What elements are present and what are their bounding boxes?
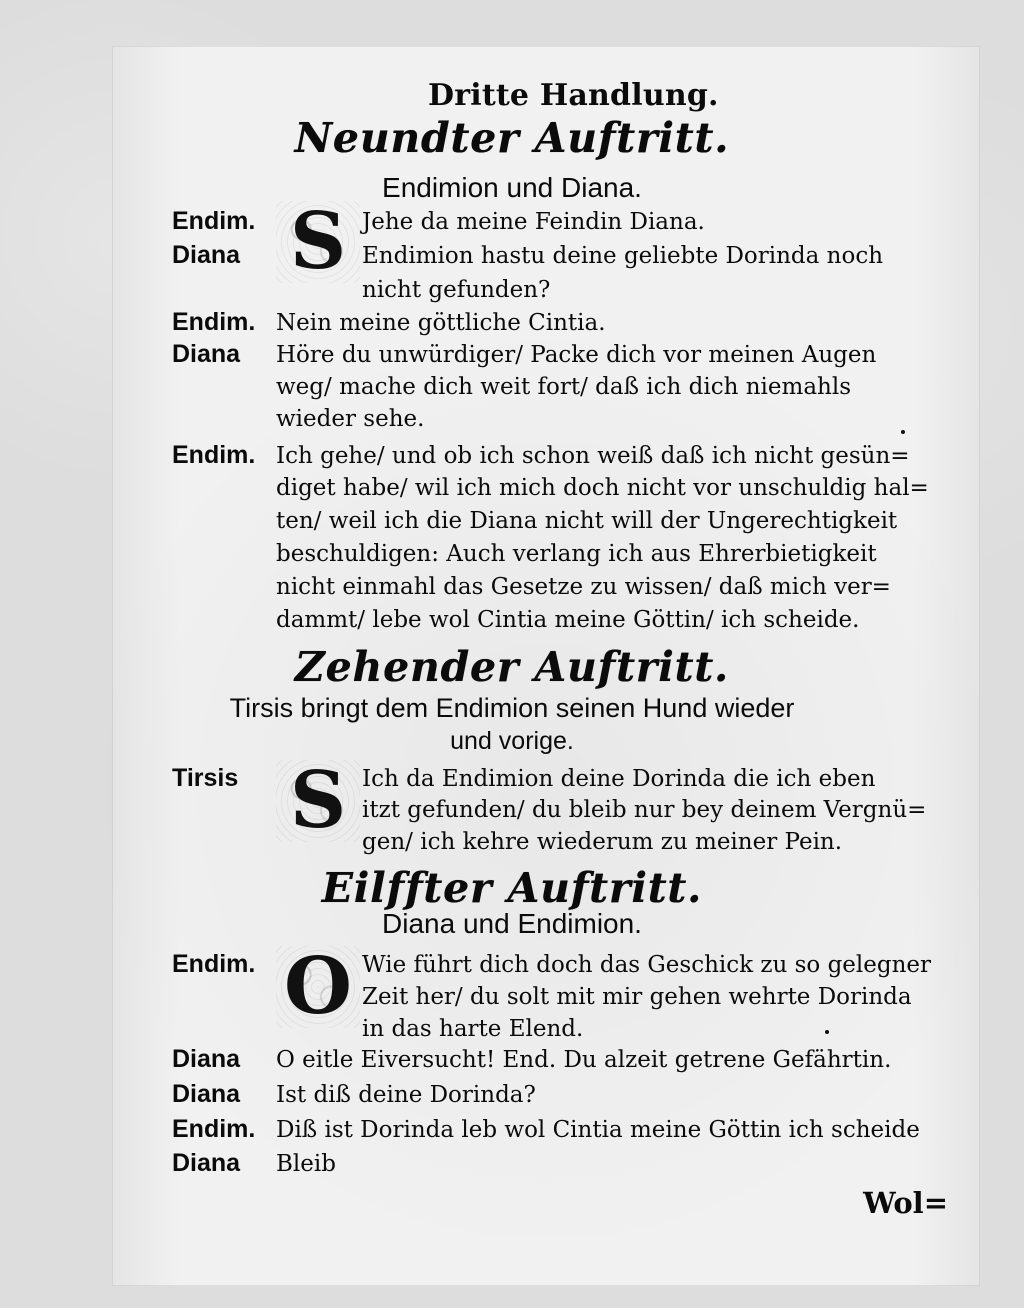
scene-11-line-6-text: Diß ist Dorinda leb wol Cintia meine Göttin ich scheide [276, 1117, 920, 1143]
scene-10-speaker: Tirsis [172, 764, 239, 792]
scene-10-subtitle-line-1: Tirsis bringt dem Endimion seinen Hund wieder [229, 693, 795, 723]
scene-11-line-7-text: Bleib [276, 1151, 336, 1177]
scene-11-line-4-speaker: Diana [172, 1045, 241, 1073]
scene-9-line-2-text: Endimion hastu deine geliebte Dorinda noch [362, 243, 884, 269]
scene-9-line-1-text: Jehe da meine Feindin Diana. [362, 209, 705, 235]
scene-9-line-6-text: weg/ mache dich weit fort/ daß ich dich niemahls [276, 374, 851, 400]
scene-10-dropcap: S [276, 760, 360, 842]
scene-9-line-5-speaker: Diana [172, 340, 241, 368]
ink-dot [901, 430, 905, 434]
scene-9-dropcap: S [276, 201, 360, 283]
scene-10-line-1-text: Ich da Endimion deine Dorinda die ich eben [362, 766, 876, 792]
scene-9-line-3-text: nicht gefunden? [362, 277, 551, 303]
scene-11-subtitle: Diana und Endimion. [382, 908, 642, 939]
scene-11-line-5-text: Ist diß deine Dorinda? [276, 1082, 536, 1108]
scene-11-line-1-text: Wie führt dich doch das Geschick zu so gelegner [362, 952, 932, 978]
scene-9-line-13-text: dammt/ lebe wol Cintia meine Göttin/ ich scheide. [276, 607, 860, 633]
scene-9-title: Neundter Auftritt. [294, 114, 730, 162]
scene-10-title: Zehender Auftritt. [294, 643, 730, 691]
scene-9-line-7-text: wieder sehe. [276, 406, 425, 432]
scene-11-line-5-speaker: Diana [172, 1080, 241, 1108]
scene-9-line-11-text: beschuldigen: Auch verlang ich aus Ehrerbietigkeit [276, 541, 877, 567]
catchword: Wol= [863, 1186, 948, 1220]
ink-dot [825, 1030, 829, 1034]
scene-9-line-8-speaker: Endim. [172, 441, 256, 469]
scene-9-line-5-text: Höre du unwürdiger/ Packe dich vor meinen Augen [276, 342, 877, 368]
scene-11-line-3-text: in das harte Elend. [362, 1016, 584, 1042]
scene-11-title: Eilffter Auftritt. [321, 864, 703, 912]
scene-9-line-1-speaker: Endim. [172, 207, 256, 235]
scene-9-line-4-text: Nein meine göttliche Cintia. [276, 310, 606, 336]
scene-11-dropcap: O [276, 946, 360, 1028]
scene-9-subtitle: Endimion und Diana. [382, 172, 642, 203]
scene-9-line-10-text: ten/ weil ich die Diana nicht will der Ungerechtigkeit [276, 508, 898, 534]
scene-11-line-2-text: Zeit her/ du solt mit mir gehen wehrte Dorinda [362, 984, 912, 1010]
page-header: Dritte Handlung. [428, 78, 719, 113]
scene-11-line-4-text: O eitle Eiversucht! End. Du alzeit getrene Gefährtin. [276, 1047, 892, 1073]
scene-9-line-4-speaker: Endim. [172, 308, 256, 336]
scene-11-line-7-speaker: Diana [172, 1149, 241, 1177]
scene-9-line-2-speaker: Diana [172, 241, 241, 269]
scene-10-line-2-text: itzt gefunden/ du bleib nur bey deinem Vergnü= [362, 797, 927, 823]
scene-11-line-1-speaker: Endim. [172, 950, 256, 978]
scene-9-line-9-text: diget habe/ wil ich mich doch nicht vor unschuldig hal= [276, 475, 929, 501]
scene-9-line-12-text: nicht einmahl das Gesetze zu wissen/ daß mich ver= [276, 574, 891, 600]
scene-10-line-3-text: gen/ ich kehre wiederum zu meiner Pein. [362, 829, 843, 855]
scene-11-line-6-speaker: Endim. [172, 1115, 256, 1143]
scene-9-line-8-text: Ich gehe/ und ob ich schon weiß daß ich nicht gesün= [276, 443, 910, 469]
scene-10-subtitle-line-2: und vorige. [450, 727, 574, 755]
